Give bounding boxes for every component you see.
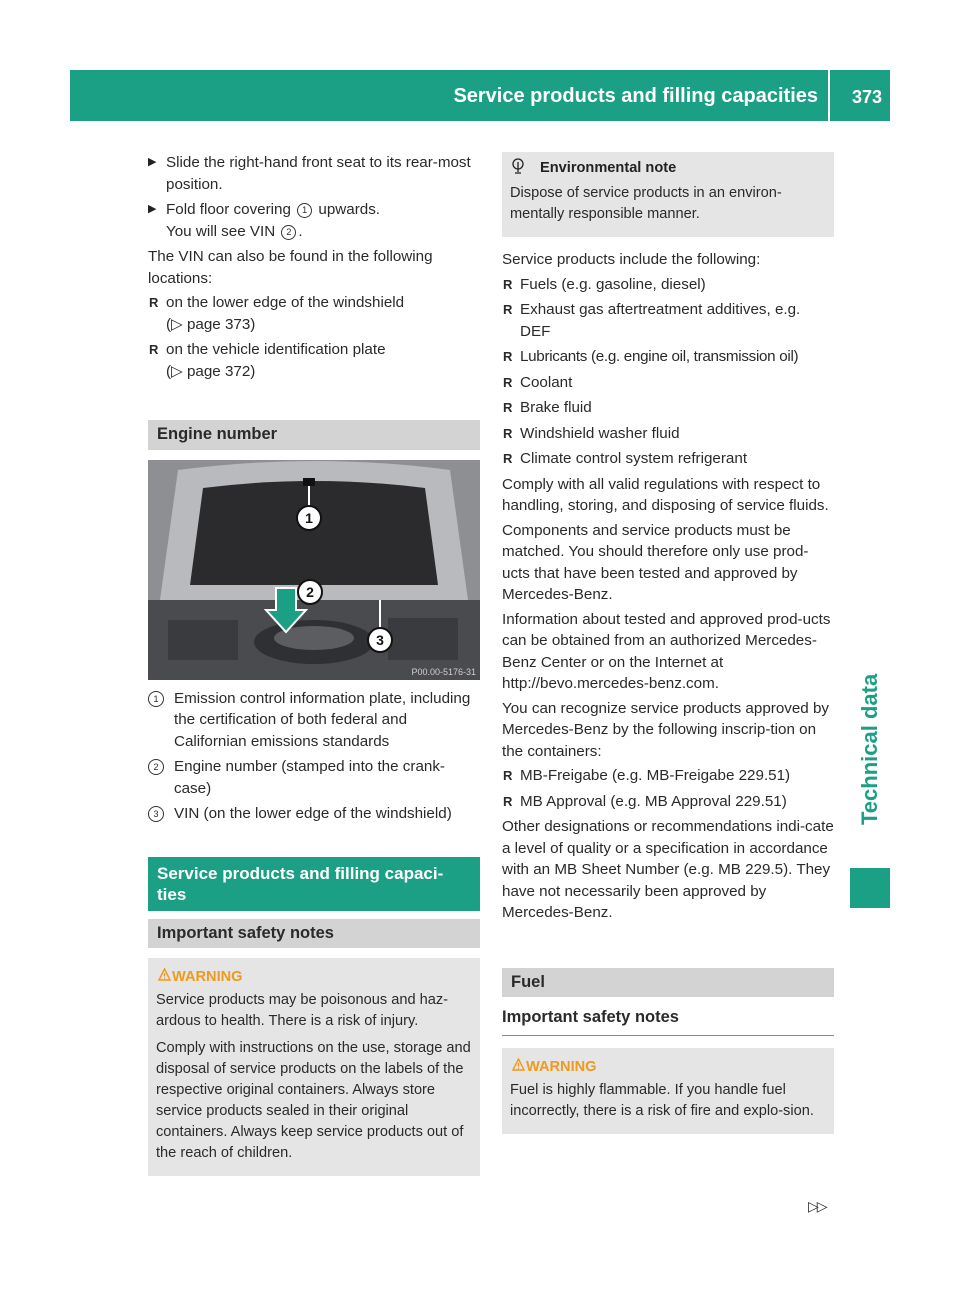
subsection-heading: Important safety notes: [502, 1007, 834, 1036]
legend-item: [148, 688, 480, 753]
engine-bay-photo: [148, 460, 480, 680]
list-item: R MB Approval (e.g. MB Approval 229.51): [502, 791, 834, 813]
warning-text: Fuel is highly flammable. If you handle fuel incorrectly, there is a risk of fire and explo-sion.: [510, 1081, 814, 1119]
environmental-note-text: Dispose of service products in an environ-mentally responsible manner.: [510, 185, 782, 222]
paragraph: The VIN can also be found in the following locations:: [148, 248, 433, 287]
legend-item: [148, 756, 480, 799]
warning-label: WARNING: [526, 1058, 597, 1075]
paragraph: Comply with all valid regulations with respect to handling, storing, and disposing of service fluids.: [502, 475, 829, 514]
environmental-note-label: Environmental note: [540, 160, 677, 176]
legend-number: 2: [148, 759, 164, 775]
paragraph: You can recognize service products approved by Mercedes-Benz by the following inscrip-tion on the containers:: [502, 699, 830, 760]
warning-triangle-icon: [512, 1058, 525, 1071]
step-text: upwards.: [318, 201, 381, 218]
chapter-tab: Technical data: [857, 673, 882, 825]
warning-box: [502, 1048, 834, 1134]
engine-bay-illustration: [148, 460, 480, 680]
step-text: You will see VIN: [166, 222, 276, 240]
warning-title: [510, 1057, 826, 1078]
header-title: Service products and filling capacities: [453, 85, 818, 107]
section-heading: Important safety notes: [148, 919, 480, 949]
instruction-step: ▶ Slide the right-hand front seat to its rear-most position.: [148, 152, 480, 195]
environmental-note-box: [502, 152, 834, 237]
step-text: Fold floor covering: [166, 201, 291, 218]
page-header: [70, 70, 890, 121]
legend-text: Emission control information plate, including the certification of both federal and Californian emissions standards: [174, 689, 471, 750]
list-item: [148, 292, 480, 335]
warning-text: Comply with instructions on the use, storage and disposal of service products on the labels of the respective original containers. Always store service products sealed in their original containers. Always keep service products out of the reach of children.: [156, 1040, 471, 1161]
instruction-step: [148, 199, 480, 242]
left-column: [148, 152, 480, 1188]
continued-mark: ▷▷: [808, 1198, 826, 1214]
legend-text: Engine number (stamped into the crank-case): [174, 758, 445, 797]
list-item: [148, 339, 480, 382]
paragraph: Information about tested and approved prod-ucts can be obtained from an authorized Mercedes-Benz Center or on the Internet at http://bevo.mercedes-benz.com.: [502, 610, 831, 692]
header-separator: [828, 70, 830, 121]
list-item: R Brake fluid: [502, 397, 834, 419]
legend-text: VIN (on the lower edge of the windshield): [174, 805, 452, 822]
list-text: on the lower edge of the windshield: [166, 294, 405, 311]
list-item: R Climate control system refrigerant: [502, 448, 834, 470]
section-heading: Fuel: [502, 968, 834, 998]
warning-triangle-icon: [158, 968, 171, 981]
paragraph: Service products include the following:: [502, 251, 761, 268]
legend-number: 3: [148, 806, 164, 822]
page-reference-link[interactable]: (▷ page 372): [166, 362, 256, 380]
list-item: R Lubricants (e.g. engine oil, transmission oil): [502, 346, 834, 368]
callout-number: 1: [297, 203, 312, 218]
list-item: R Coolant: [502, 372, 834, 394]
warning-title: [156, 967, 472, 988]
photo-callout-2: 2: [306, 583, 314, 600]
lightbulb-icon: [512, 158, 524, 176]
paragraph: Components and service products must be matched. You should therefore only use prod-ucts that have been tested and approved by Mercedes-Benz.: [502, 521, 809, 603]
list-item: R MB-Freigabe (e.g. MB-Freigabe 229.51): [502, 765, 834, 787]
callout-number: 2: [281, 225, 296, 240]
environmental-note-title: [510, 158, 826, 179]
page-reference-link[interactable]: (▷ page 373): [166, 315, 256, 333]
legend-number: 1: [148, 691, 164, 707]
list-item: R Exhaust gas aftertreatment additives, e.g. DEF: [502, 299, 834, 342]
warning-text: Service products may be poisonous and haz-ardous to health. There is a risk of injury.: [156, 992, 449, 1029]
warning-label: WARNING: [172, 969, 243, 985]
paragraph: Other designations or recommendations indi-cate a level of quality or a specification in accordance with an MB Sheet Number (e.g. MB 229.5). They have not necessarily been approved by Mercedes-Benz.: [502, 818, 834, 921]
photo-callout-3: 3: [376, 631, 384, 648]
page-number: 373: [851, 87, 882, 107]
photo-code: P00.00-5176-31: [411, 666, 476, 677]
list-item: R Windshield washer fluid: [502, 423, 834, 445]
step-text: .: [298, 222, 303, 240]
warning-box: [148, 958, 480, 1176]
photo-callout-1: 1: [305, 509, 313, 526]
list-text: on the vehicle identification plate: [166, 341, 386, 358]
right-column: [502, 152, 834, 1146]
list-item: R Fuels (e.g. gasoline, diesel): [502, 274, 834, 296]
legend-item: [148, 803, 480, 825]
section-heading: Engine number: [148, 420, 480, 450]
chapter-tab-block: [850, 868, 890, 908]
section-heading-main: Service products and filling capaci-ties: [148, 857, 480, 911]
